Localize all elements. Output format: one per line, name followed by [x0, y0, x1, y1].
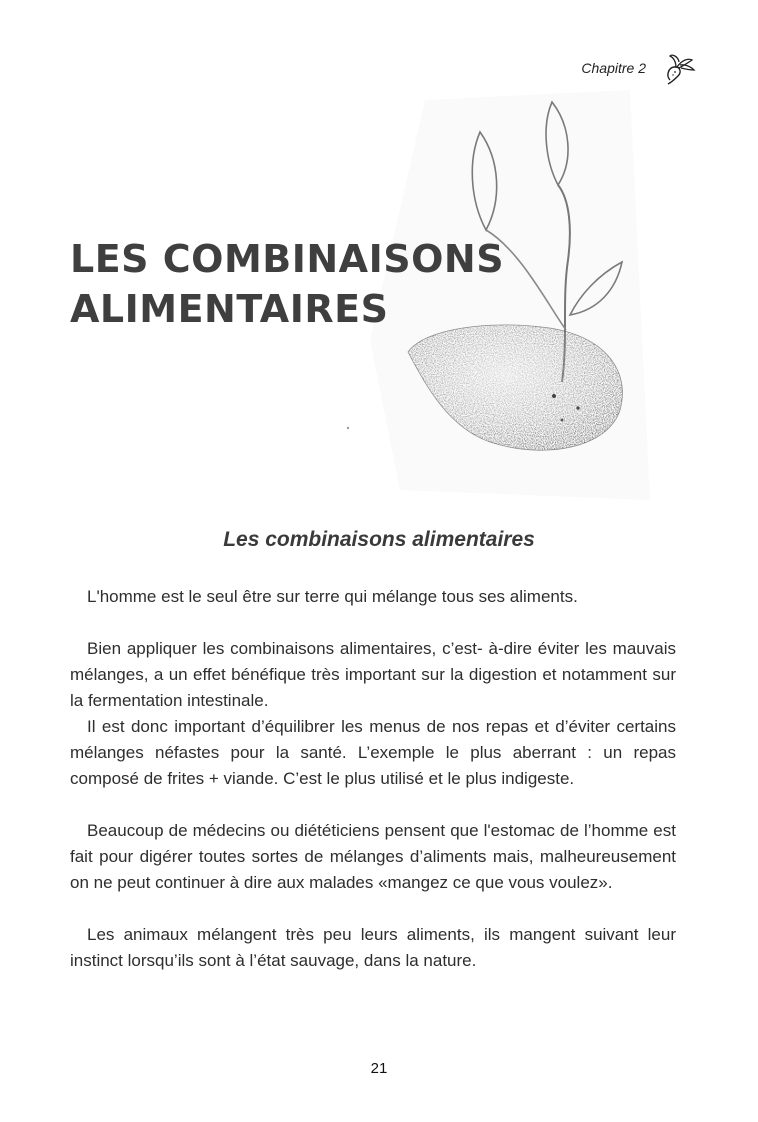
paragraph: Bien appliquer les combinaisons alimentaires, c’est- à-dire éviter les mauvais mélanges, a un effet bénéfique très important sur la digestion et notamment sur la fermentation intestinale. [70, 639, 676, 710]
chapter-label: Chapitre 2 [581, 60, 646, 76]
page-number: 21 [370, 1060, 388, 1077]
chapter-header [581, 50, 700, 86]
paragraph: Beaucoup de médecins ou diététiciens pensent que l'estomac de l’homme est fait pour digérer toutes sortes de mélanges d’aliments mais, malheureusement on ne peut continuer à dire aux malades «mangez ce que vous voulez». [70, 821, 676, 892]
body-text [70, 584, 676, 974]
radish-sprout-icon [660, 50, 700, 86]
page-title [70, 234, 504, 334]
paragraph: Il est donc important d’équilibrer les menus de nos repas et d’éviter certains mélanges néfastes pour la santé. L’exemple le plus aberrant : un repas composé de frites + viande. C’est le plus utilisé et le plus indigeste. [70, 717, 676, 788]
section-subtitle: Les combinaisons alimentaires [223, 528, 535, 551]
page-title-line-1: LES COMBINAISONS [70, 237, 505, 281]
paragraph: Les animaux mélangent très peu leurs aliments, ils mangent suivant leur instinct lorsqu’ils sont à l’état sauvage, dans la nature. [70, 925, 676, 970]
page-title-line-2: ALIMENTAIRES [70, 287, 389, 331]
paragraph: L'homme est le seul être sur terre qui mélange tous ses aliments. [87, 587, 578, 606]
